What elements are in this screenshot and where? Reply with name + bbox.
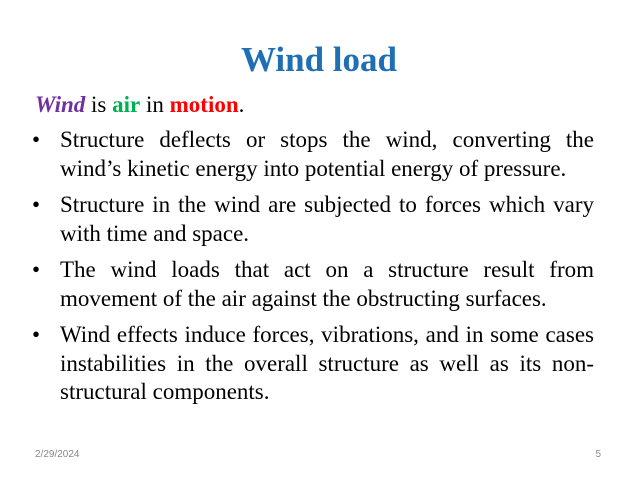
bullet-item — [22, 191, 594, 248]
lead-period: . — [238, 92, 245, 117]
bullet-dot-icon: • — [32, 322, 41, 347]
lead-word-wind: Wind — [35, 92, 86, 117]
lead-word-air: air — [112, 92, 141, 117]
lead-sentence — [35, 91, 244, 119]
bullet-text: Wind effects induce forces, vibrations, and in some cases instabilities in the overall structure as well as its non-structural components. — [60, 322, 594, 404]
bullet-dot-icon: • — [32, 192, 41, 217]
bullet-list — [22, 126, 594, 415]
bullet-dot-icon: • — [32, 127, 41, 152]
bullet-item — [22, 126, 594, 183]
bullet-text: The wind loads that act on a structure result from movement of the air against the obstructing surfaces. — [60, 257, 594, 311]
lead-word-motion: motion — [169, 92, 239, 117]
bullet-text: Structure in the wind are subjected to forces which vary with time and space. — [60, 192, 594, 246]
bullet-text: Structure deflects or stops the wind, converting the wind’s kinetic energy into potential energy of pressure. — [60, 127, 594, 181]
lead-text-in: in — [140, 92, 170, 117]
footer-date: 2/29/2024 — [35, 449, 80, 460]
lead-text-is: is — [85, 92, 113, 117]
bullet-item — [22, 321, 594, 407]
slide-title: Wind load — [241, 40, 397, 79]
bullet-item — [22, 256, 594, 313]
bullet-dot-icon: • — [32, 257, 41, 282]
page-number: 5 — [595, 449, 601, 460]
